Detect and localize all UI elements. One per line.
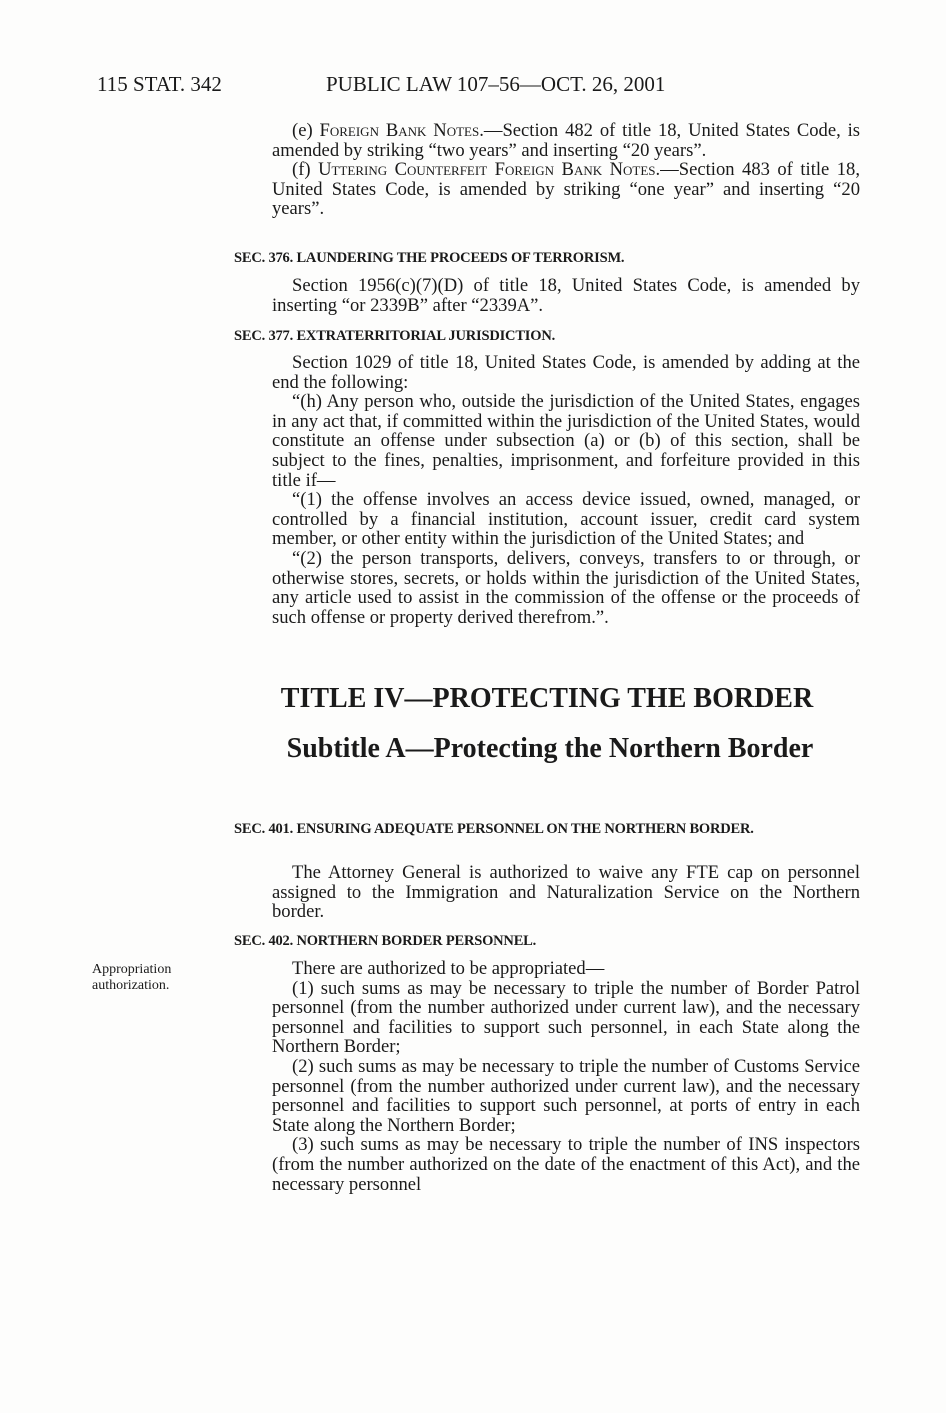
paragraph: (e) Foreign Bank Notes.—Section 482 of title 18, United States Code, is amended by striking “two years” and inserting “20 years”.	[272, 120, 860, 161]
sec377-body	[272, 353, 860, 627]
subtitle-heading: Subtitle A—Protecting the Northern Border	[286, 733, 814, 764]
sec376-body	[272, 276, 860, 315]
stat-page-number: 115 STAT. 342	[97, 72, 222, 96]
running-header: PUBLIC LAW 107–56—OCT. 26, 2001	[326, 72, 666, 96]
sec402-body	[272, 959, 860, 1194]
section-heading: SEC. 376. LAUNDERING THE PROCEEDS OF TERRORISM.	[234, 250, 625, 266]
sec401-body	[272, 863, 860, 922]
paragraph: (3) such sums as may be necessary to triple the number of INS inspectors (from the number authorized on the date of the enactment of this Act), and the necessary personnel	[272, 1134, 860, 1195]
paragraph: “(1) the offense involves an access device issued, owned, managed, or controlled by a financial institution, account issuer, credit card system member, or other entity within the jurisdiction of the United States; and	[272, 489, 860, 550]
paragraph: (1) such sums as may be necessary to triple the number of Border Patrol personnel (from the number authorized under current law), and the necessary personnel and facilities to support such personnel, in each State along the Northern Border;	[272, 977, 860, 1058]
paragraph: Section 1029 of title 18, United States Code, is amended by adding at the end the following:	[272, 352, 860, 393]
title-heading: TITLE IV—PROTECTING THE BORDER	[280, 683, 814, 714]
paragraph: “(2) the person transports, delivers, conveys, transfers to or through, or otherwise stores, secrets, or holds within the jurisdiction of the United States, any article used to assist in the commission of the offense or the proceeds of such offense or property derived therefrom.”.	[272, 547, 860, 628]
section-heading: SEC. 401. ENSURING ADEQUATE PERSONNEL ON THE NORTHERN BORDER.	[234, 821, 754, 837]
paragraph: There are authorized to be appropriated—	[292, 958, 605, 979]
paragraph: “(h) Any person who, outside the jurisdiction of the United States, engages in any act that, if committed within the jurisdiction of the United States, would constitute an offense under subsection (a) or (b) of this section, shall be subject to the fines, penalties, imprisonment, and forfeiture provided in this title if—	[272, 391, 860, 491]
paragraph: (f) Uttering Counterfeit Foreign Bank Notes.—Section 483 of title 18, United States Code, is amended by striking “one year” and inserting “20 years”.	[272, 159, 860, 220]
section-heading: SEC. 402. NORTHERN BORDER PERSONNEL.	[234, 933, 537, 949]
subsections-e-f	[272, 121, 860, 219]
paragraph: (2) such sums as may be necessary to triple the number of Customs Service personnel (from the number authorized under current law), and the necessary personnel and facilities to support such personnel, at ports of entry in each State along the Northern Border;	[272, 1055, 860, 1136]
margin-note: Appropriation authorization.	[92, 962, 172, 993]
paragraph: The Attorney General is authorized to waive any FTE cap on personnel assigned to the Immigration and Naturalization Service on the Northern border.	[272, 862, 860, 923]
paragraph: Section 1956(c)(7)(D) of title 18, United States Code, is amended by inserting “or 2339B” after “2339A”.	[272, 275, 860, 316]
section-heading: SEC. 377. EXTRATERRITORIAL JURISDICTION.	[234, 328, 556, 344]
